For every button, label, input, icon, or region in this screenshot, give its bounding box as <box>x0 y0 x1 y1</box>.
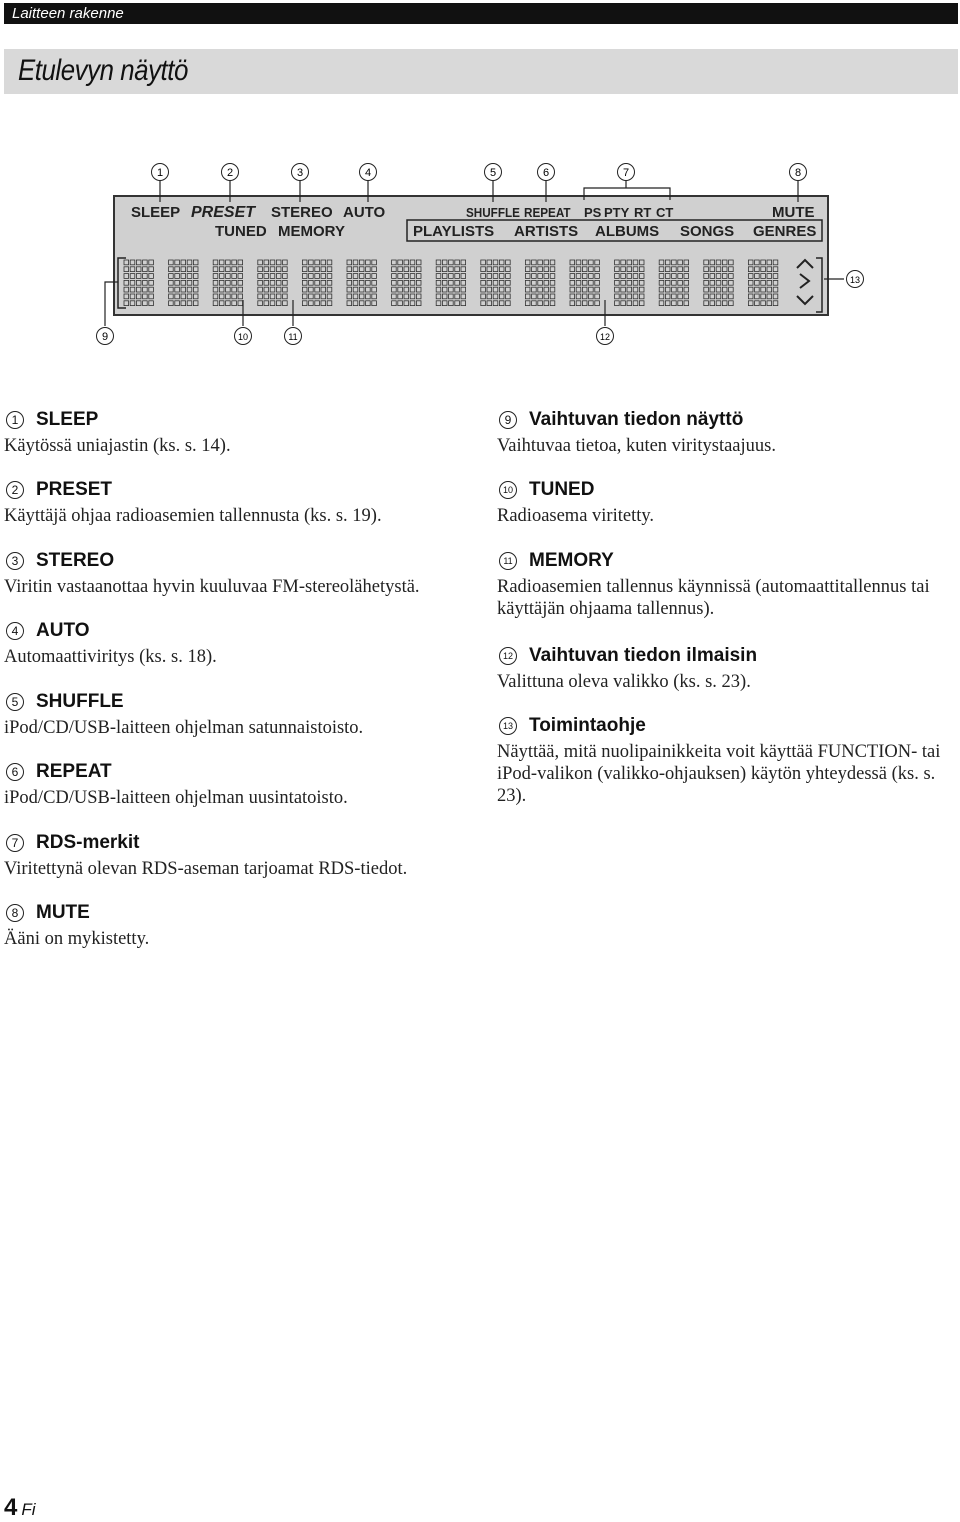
item-title: SHUFFLE <box>36 691 124 712</box>
item-title: AUTO <box>36 620 90 641</box>
item-number: 2 <box>6 481 24 499</box>
label-ps: PS <box>584 205 602 220</box>
page-language: Fi <box>21 1500 36 1519</box>
label-songs: SONGS <box>680 223 735 240</box>
item-title: MUTE <box>36 902 90 923</box>
item-title: STEREO <box>36 550 115 571</box>
page-number-value: 4 <box>4 1494 18 1521</box>
item-description: Ääni on mykistetty. <box>4 929 150 949</box>
callout-2 <box>222 164 239 181</box>
svg-text:3: 3 <box>296 167 304 179</box>
callout-5 <box>485 164 502 181</box>
label-artists: ARTISTS <box>514 223 579 240</box>
label-genres: GENRES <box>753 223 817 240</box>
label-memory: MEMORY <box>278 223 345 240</box>
item-description: Käytössä uniajastin (ks. s. 14). <box>4 436 231 456</box>
label-pty: PTY <box>604 205 630 220</box>
item-stereo <box>4 549 464 598</box>
item-info-indicator <box>497 644 957 693</box>
item-number: 4 <box>6 622 24 640</box>
item-sleep <box>4 408 464 457</box>
item-tuned <box>497 478 957 527</box>
callout-12 <box>597 328 614 345</box>
svg-text:5: 5 <box>489 167 497 179</box>
item-title: MEMORY <box>529 550 614 571</box>
label-preset: PRESET <box>191 204 256 221</box>
item-repeat <box>4 760 464 809</box>
item-description: Radioasema viritetty. <box>497 506 655 526</box>
item-preset <box>4 478 464 527</box>
svg-text:7: 7 <box>622 167 630 179</box>
item-number: 12 <box>499 647 517 665</box>
item-description: Viritin vastaanottaa hyvin kuuluvaa FM-stereolähetystä. <box>4 577 420 597</box>
item-number: 5 <box>6 693 24 711</box>
item-number: 10 <box>499 481 517 499</box>
label-rt: RT <box>634 205 652 220</box>
svg-text:4: 4 <box>364 167 372 179</box>
label-shuffle: SHUFFLE <box>466 205 520 221</box>
callout-9 <box>97 328 114 345</box>
callout-6 <box>538 164 555 181</box>
svg-text:13: 13 <box>849 275 861 285</box>
callout-10 <box>235 328 252 345</box>
label-sleep: SLEEP <box>131 204 181 221</box>
item-description: iPod/CD/USB-laitteen ohjelman satunnaistoisto. <box>4 718 364 738</box>
item-title: PRESET <box>36 479 113 500</box>
svg-text:1: 1 <box>156 167 164 179</box>
item-mute <box>4 901 464 950</box>
item-number: 13 <box>499 717 517 735</box>
callout-4 <box>360 164 377 181</box>
label-auto: AUTO <box>343 204 386 221</box>
callout-13 <box>847 271 864 288</box>
item-number: 6 <box>6 763 24 781</box>
label-mute: MUTE <box>772 204 815 221</box>
page-title-box <box>4 49 958 94</box>
item-number: 1 <box>6 411 24 429</box>
svg-text:10: 10 <box>237 332 249 342</box>
item-shuffle <box>4 690 464 739</box>
item-title: Toimintaohje <box>529 715 646 736</box>
callout-3 <box>292 164 309 181</box>
item-info-display <box>497 408 957 457</box>
callout-8 <box>790 164 807 181</box>
item-number: 9 <box>499 411 517 429</box>
callout-11 <box>285 328 302 345</box>
label-tuned: TUNED <box>215 223 267 240</box>
item-description: Valittuna oleva valikko (ks. s. 23). <box>497 672 751 692</box>
item-rds <box>4 831 464 880</box>
item-number: 8 <box>6 904 24 922</box>
item-number: 3 <box>6 552 24 570</box>
item-auto <box>4 619 464 668</box>
item-number: 7 <box>6 834 24 852</box>
item-description: Näyttää, mitä nuolipainikkeita voit käyttää FUNCTION- tai iPod-valikon (valikko-ohjauksen) käytön yhteydessä (ks. s. 23). <box>497 742 941 806</box>
page-title: Etulevyn näyttö <box>18 54 188 87</box>
item-number: 11 <box>499 552 517 570</box>
callout-7 <box>618 164 635 181</box>
svg-text:6: 6 <box>542 167 550 179</box>
item-title: Vaihtuvan tiedon ilmaisin <box>529 645 758 666</box>
item-title: SLEEP <box>36 409 99 430</box>
section-title: Laitteen rakenne <box>12 5 124 22</box>
label-playlists: PLAYLISTS <box>413 223 495 240</box>
label-repeat: REPEAT <box>524 205 571 221</box>
label-stereo: STEREO <box>271 204 333 221</box>
front-panel-display-diagram <box>0 150 960 360</box>
item-function-guide <box>497 714 957 807</box>
item-description: Käyttäjä ohjaa radioasemien tallennusta (ks. s. 19). <box>4 506 382 526</box>
item-description: Viritettynä olevan RDS-aseman tarjoamat RDS-tiedot. <box>4 859 408 879</box>
item-description: Automaattiviritys (ks. s. 18). <box>4 647 217 667</box>
label-albums: ALBUMS <box>595 223 660 240</box>
item-description: iPod/CD/USB-laitteen ohjelman uusintatoisto. <box>4 788 348 808</box>
item-description: Vaihtuvaa tietoa, kuten viritystaajuus. <box>497 436 776 456</box>
item-memory <box>497 549 957 620</box>
callout-1 <box>152 164 169 181</box>
item-title: REPEAT <box>36 761 112 782</box>
svg-text:9: 9 <box>101 331 109 343</box>
svg-text:12: 12 <box>599 332 611 342</box>
svg-text:8: 8 <box>794 167 802 179</box>
section-header <box>4 3 958 24</box>
item-title: TUNED <box>529 479 595 500</box>
label-ct: CT <box>656 205 674 220</box>
item-title: Vaihtuvan tiedon näyttö <box>529 409 744 430</box>
item-title: RDS-merkit <box>36 832 140 853</box>
svg-text:2: 2 <box>226 167 234 179</box>
item-description: Radioasemien tallennus käynnissä (automaattitallennus tai käyttäjän ohjaama tallennus). <box>497 577 930 619</box>
svg-text:11: 11 <box>288 332 298 342</box>
